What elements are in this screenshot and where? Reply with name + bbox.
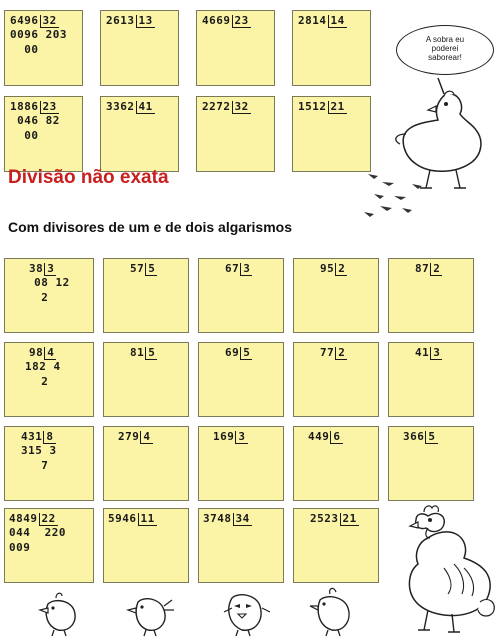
dividend: 87	[415, 262, 430, 275]
exercise-card	[293, 258, 379, 333]
divisor: 21	[328, 101, 347, 114]
dividend: 2272	[202, 100, 231, 113]
speech-bubble	[396, 25, 494, 75]
dividend: 6496	[10, 14, 39, 27]
exercise-card	[388, 426, 474, 501]
hen-with-chicks-icon	[388, 498, 498, 638]
divisor: 3	[240, 263, 252, 276]
divisor: 21	[340, 513, 359, 526]
exercise-card	[4, 10, 83, 86]
exercise-card	[4, 342, 94, 417]
dividend: 98	[29, 346, 44, 359]
division-header	[298, 101, 347, 114]
work-row: 08 12	[27, 276, 70, 289]
work-row: 009	[9, 541, 31, 554]
division-header	[225, 263, 252, 276]
exercise-card	[103, 258, 189, 333]
work-row: 182 4	[25, 360, 61, 373]
divisor: 3	[44, 263, 56, 276]
divisor: 23	[40, 101, 59, 114]
exercise-card	[388, 258, 474, 333]
work-row: 2	[27, 375, 49, 388]
work-row: 046 82	[10, 114, 60, 127]
dividend: 1512	[298, 100, 327, 113]
divisor: 34	[233, 513, 252, 526]
dividend: 77	[320, 346, 335, 359]
exercise-card	[293, 508, 379, 583]
divisor: 5	[425, 431, 437, 444]
exercise-card	[196, 10, 275, 86]
division-header	[203, 513, 252, 526]
divisor: 8	[43, 431, 55, 444]
division-header	[29, 347, 56, 360]
division-header	[310, 513, 359, 526]
exercise-card	[103, 426, 189, 501]
dividend: 38	[29, 262, 44, 275]
division-header	[10, 101, 59, 114]
chick-icon	[216, 584, 272, 638]
exercise-card	[103, 508, 189, 583]
divisor: 4	[140, 431, 152, 444]
work-row: 315 3	[21, 444, 57, 457]
dividend: 449	[308, 430, 330, 443]
work-row: 0096 203	[10, 28, 67, 41]
dividend: 4669	[202, 14, 231, 27]
speech-bubble-line: poderei	[431, 44, 459, 53]
exercise-card	[388, 342, 474, 417]
dividend: 2814	[298, 14, 327, 27]
division-header	[308, 431, 343, 444]
division-header	[106, 101, 155, 114]
divisor: 13	[136, 15, 155, 28]
exercise-card	[4, 96, 83, 172]
division-header	[118, 431, 153, 444]
divisor: 32	[232, 101, 251, 114]
dividend: 2523	[310, 512, 339, 525]
divisor: 23	[232, 15, 251, 28]
division-header	[130, 347, 157, 360]
division-header	[202, 101, 251, 114]
division-header	[403, 431, 438, 444]
divisor: 2	[430, 263, 442, 276]
division-header	[108, 513, 157, 526]
divisor: 6	[330, 431, 342, 444]
work-row: 7	[27, 459, 49, 472]
dividend: 5946	[108, 512, 137, 525]
exercise-card	[198, 342, 284, 417]
divisor: 3	[430, 347, 442, 360]
divisor: 3	[235, 431, 247, 444]
exercise-card	[103, 342, 189, 417]
division-header	[298, 15, 347, 28]
exercise-card	[293, 342, 379, 417]
division-header	[415, 263, 442, 276]
divisor: 2	[335, 263, 347, 276]
division-header	[21, 431, 56, 444]
divisor: 22	[39, 513, 58, 526]
division-header	[415, 347, 442, 360]
section-title: Divisão não exata	[8, 167, 169, 188]
chick-icon	[124, 584, 176, 638]
work-row: 00	[10, 129, 39, 142]
exercise-card	[198, 426, 284, 501]
dividend: 3362	[106, 100, 135, 113]
division-header	[130, 263, 157, 276]
dividend: 3748	[203, 512, 232, 525]
divisor: 11	[138, 513, 157, 526]
divisor: 14	[328, 15, 347, 28]
exercise-card	[100, 96, 179, 172]
division-header	[213, 431, 248, 444]
dividend: 41	[415, 346, 430, 359]
exercise-card	[196, 96, 275, 172]
division-header	[10, 15, 59, 28]
section-subtitle: Com divisores de um e de dois algarismos	[8, 219, 292, 235]
division-header	[202, 15, 251, 28]
hen-icon	[360, 70, 496, 230]
divisor: 32	[40, 15, 59, 28]
divisor: 2	[335, 347, 347, 360]
dividend: 366	[403, 430, 425, 443]
dividend: 279	[118, 430, 140, 443]
exercise-card	[4, 426, 94, 501]
chick-icon	[34, 586, 86, 638]
chick-icon	[308, 584, 360, 638]
division-header	[9, 513, 58, 526]
dividend: 81	[130, 346, 145, 359]
speech-bubble-line: A sobra eu	[425, 35, 465, 44]
exercise-card	[4, 258, 94, 333]
speech-bubble-line: saborear!	[428, 53, 462, 62]
divisor: 4	[44, 347, 56, 360]
work-row: 2	[27, 291, 49, 304]
dividend: 67	[225, 262, 240, 275]
division-header	[320, 347, 347, 360]
dividend: 431	[21, 430, 43, 443]
work-row: 00	[10, 43, 39, 56]
divisor: 5	[145, 347, 157, 360]
exercise-card	[100, 10, 179, 86]
divisor: 5	[240, 347, 252, 360]
dividend: 57	[130, 262, 145, 275]
exercise-card	[198, 508, 284, 583]
exercise-card	[293, 426, 379, 501]
exercise-card	[4, 508, 94, 583]
division-header	[320, 263, 347, 276]
dividend: 1886	[10, 100, 39, 113]
divisor: 41	[136, 101, 155, 114]
dividend: 69	[225, 346, 240, 359]
division-header	[225, 347, 252, 360]
divisor: 5	[145, 263, 157, 276]
division-header	[106, 15, 155, 28]
dividend: 4849	[9, 512, 38, 525]
exercise-card	[198, 258, 284, 333]
division-header	[29, 263, 56, 276]
dividend: 2613	[106, 14, 135, 27]
dividend: 169	[213, 430, 235, 443]
work-row: 044 220	[9, 526, 66, 539]
dividend: 95	[320, 262, 335, 275]
